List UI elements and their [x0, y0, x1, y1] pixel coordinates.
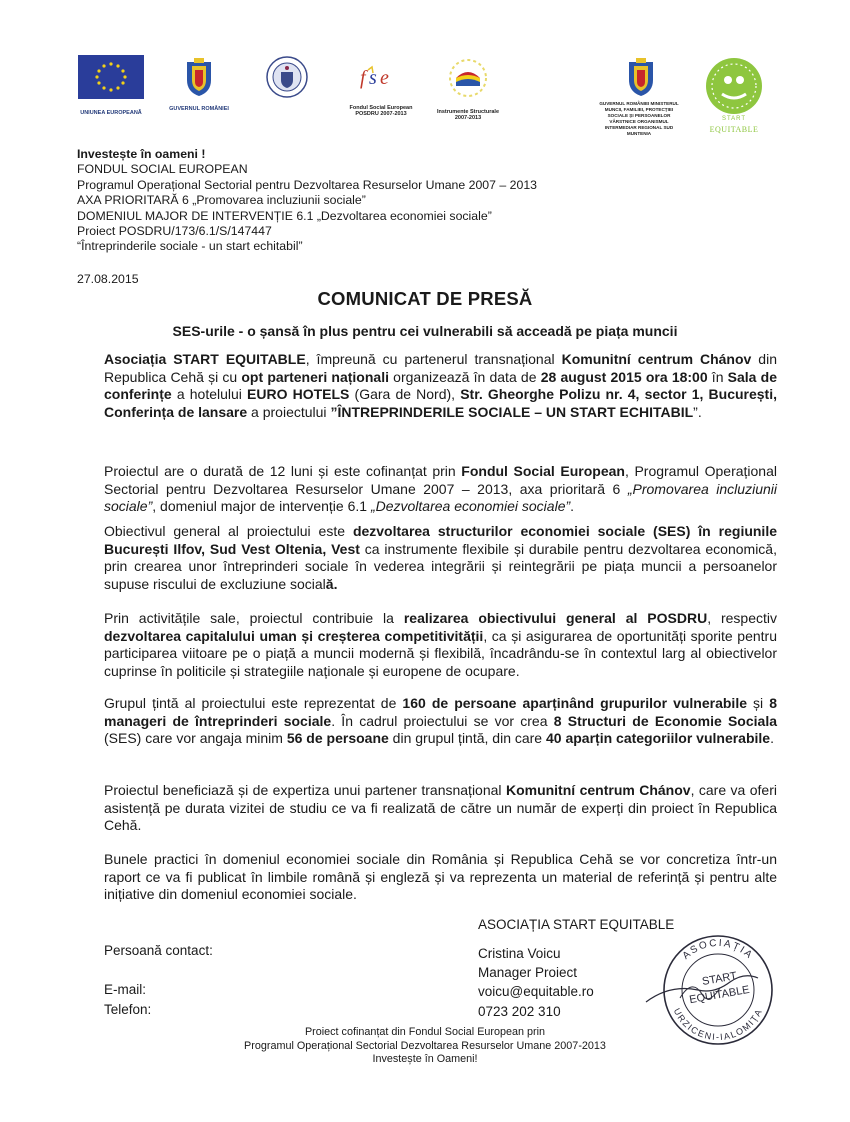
p5-text: . În cadrul proiectului se vor crea — [331, 712, 554, 729]
start-equitable-logo-icon — [704, 56, 764, 116]
svg-text:f: f — [360, 67, 366, 89]
paragraph-7: Bunele practici în domeniul economiei sociale din România și Republica Cehă se vor concretiza într-un raport ce va fi publicat în limbile română și engleză și va reprezenta un material de referință și pentru alte inițiative din domeniul economiei sociale. — [104, 851, 777, 903]
p2-text: . — [570, 498, 575, 515]
contact-label: Persoană contact: — [104, 943, 213, 958]
signature-organization: ASOCIAȚIA START EQUITABLE — [478, 917, 675, 932]
page-title: COMUNICAT DE PRESĂ — [317, 288, 533, 309]
p5-text: Grupul țintă al proiectului este reprezentat de — [104, 695, 403, 711]
p2-text: Proiectul are o durată de 12 luni și este cofinanțat prin — [104, 463, 462, 479]
is-caption-line1: Instrumente Structurale — [436, 109, 500, 115]
header-axis: AXA PRIORITARĂ 6 „Promovarea incluziunii sociale” — [77, 193, 366, 208]
p1-text: ”. — [693, 403, 702, 420]
contact-name: Cristina Voicu — [478, 946, 561, 961]
footer-line3: Investește în Oameni! — [372, 1053, 478, 1066]
ministry-caption: GUVERNUL ROMÂNIEI MINISTERUL MUNCII, FAMILIEI, PROTECȚIEI SOCIALE ȘI PERSOANELOR VÂRSTNICE ORGANISMUL INTERMEDIAR REGIONAL SUD MUNTENIA — [599, 101, 679, 136]
stamp-line2: EQUITABLE — [688, 983, 751, 1007]
p1-project-name: ”ÎNTREPRINDERILE SOCIALE – UN START ECHITABIL — [330, 403, 694, 420]
p5-text: și — [747, 695, 770, 711]
p5-text: din grupul țintă, din care — [388, 730, 546, 747]
contact-email-link[interactable]: voicu@equitable.ro — [478, 984, 594, 999]
p1-partner: Komunitní centrum Chánov — [561, 351, 752, 367]
romania-coat-of-arms-icon — [184, 58, 214, 98]
p2-fund: Fondul Social European — [461, 463, 625, 479]
svg-text:s: s — [369, 67, 377, 89]
p2-text: , domeniul major de intervenție 6.1 — [152, 498, 371, 515]
p1-national-partners: opt parteneri naționali — [241, 368, 389, 385]
p1-text: din Republica Cehă și cu — [104, 351, 777, 385]
p2-text: , Programul Operațional Sectorial pentru Dezvoltarea Resurselor Umane 2007 – 2013, axa prioritară 6 — [104, 463, 777, 497]
p5-text: (SES) care vor angaja minim — [104, 730, 287, 747]
stamp-top-text: ASOCIAȚIA — [680, 937, 756, 962]
fse-caption — [345, 105, 417, 118]
is-caption-line2: 2007-2013 — [454, 115, 482, 122]
paragraph-1 — [104, 351, 777, 421]
eu-logo — [78, 55, 144, 101]
p3-text: Obiectivul general al proiectului este — [104, 523, 353, 539]
p2-domain-name: „Dezvoltarea economiei sociale” — [370, 498, 571, 515]
contact-phone: 0723 202 310 — [478, 1004, 561, 1019]
header-project-code: Proiect POSDRU/173/6.1/S/147447 — [77, 224, 272, 239]
eu-caption: UNIUNEA EUROPEANĂ — [80, 110, 142, 116]
paragraph-4 — [104, 610, 777, 680]
gov-caption: GUVERNUL ROMÂNIEI — [169, 106, 229, 112]
p1-organizer: Asociația START EQUITABLE — [104, 351, 306, 367]
eu-flag-icon — [78, 55, 144, 101]
p1-room: Sala de conferințe — [104, 368, 777, 403]
p4-text: , respectiv — [707, 610, 777, 626]
p1-text: , împreună cu partenerul transnațional — [305, 351, 562, 367]
project-header — [77, 147, 537, 255]
p4-development: dezvoltarea capitalului uman și creșterea competitivității — [104, 627, 484, 644]
stamp-line1: START — [701, 970, 738, 988]
p1-hotel: EURO HOTELS — [247, 386, 350, 403]
p1-text: a hotelului — [171, 386, 248, 403]
p6-text: , care va oferi asistență pe durata vizitei de studiu ce va fi realizată de către un număr de experți din proiect în Republica Cehă. — [104, 782, 777, 834]
p3-objective: dezvoltarea structurilor economiei sociale (SES) în regiunile București Ilfov, Sud Vest Oltenia, Vest — [104, 523, 777, 557]
page-footer — [0, 1026, 850, 1067]
svg-text:ASOCIAȚIA — [681, 938, 756, 962]
header-slogan: Investește în oameni ! — [77, 147, 206, 161]
page-subtitle: SES-urile - o șansă în plus pentru cei vulnerabili să acceadă pe piața muncii — [172, 323, 678, 339]
p5-employees: 56 de persoane — [286, 730, 389, 747]
contact-role: Manager Proiect — [478, 965, 578, 980]
seal-logo-icon — [266, 56, 308, 98]
header-project-title: “Întreprinderile sociale - un start echitabil” — [77, 239, 303, 254]
instrumente-structurale-logo-icon — [446, 56, 490, 100]
p6-text: Proiectul beneficiază și de expertiza unui partener transnațional — [104, 782, 506, 798]
start-equitable-logo — [704, 56, 764, 138]
document-date: 27.08.2015 — [77, 272, 139, 286]
is-caption — [430, 109, 506, 122]
p3-text: ca instrumente flexibile și durabile pentru dezvoltarea economică, prin crearea unor întreprinderi sociale în vederea integrării și reintegrării pe piața muncii a persoanelor supuse riscului de excluziune social — [104, 540, 777, 592]
p1-text: în — [707, 368, 728, 385]
p5-vulnerable: 40 aparțin categoriilor vulnerabile — [546, 730, 771, 747]
p1-text: organizează în data de — [388, 368, 541, 385]
p4-text: , ca și asigurarea de oportunități sporite pentru participarea viitoare pe o piață a muncii modernă și flexibilă, încadrându-se în contextul larg al obiectivelor cuprinse în politicile și strategiile naționale și europene de ocupare. — [104, 627, 777, 679]
paragraph-3 — [104, 523, 777, 593]
start-logo-text-2: EQUITABLE — [709, 125, 759, 134]
p5-managers: 8 manageri de întreprinderi sociale — [104, 695, 778, 729]
p6-partner: Komunitní centrum Chánov — [505, 782, 691, 798]
p4-objective: realizarea obiectivului general al POSDRU — [403, 610, 708, 626]
footer-line2: Programul Operațional Sectorial Dezvoltarea Resurselor Umane 2007-2013 — [244, 1039, 606, 1052]
p5-text: . — [770, 730, 774, 747]
p3-text-end: ă. — [325, 575, 338, 592]
p1-event-date: 28 august 2015 ora 18:00 — [540, 368, 708, 385]
fse-logo-icon — [358, 64, 404, 92]
paragraph-5 — [104, 695, 777, 748]
p5-target-persons: 160 de persoane aparținând grupurilor vulnerabile — [402, 695, 747, 711]
phone-label: Telefon: — [104, 1002, 152, 1017]
p1-text: (Gara de Nord), — [349, 386, 461, 403]
header-domain: DOMENIUL MAJOR DE INTERVENȚIE 6.1 „Dezvoltarea economiei sociale” — [77, 208, 492, 223]
p1-text: a proiectului — [247, 403, 331, 420]
fse-caption-line1: Fondul Social European — [349, 105, 413, 111]
paragraph-6 — [104, 782, 777, 835]
paragraph-2 — [104, 463, 777, 516]
email-label: E-mail: — [104, 982, 147, 997]
svg-text:e: e — [380, 67, 389, 89]
ministry-coat-of-arms-icon — [626, 58, 656, 98]
header-fund: FONDUL SOCIAL EUROPEAN — [77, 162, 248, 177]
stamp-bottom-text: URZICENI-IALOMIȚA — [671, 1006, 765, 1043]
fse-caption-line2: POSDRU 2007-2013 — [355, 111, 407, 118]
header-program: Programul Operațional Sectorial pentru Dezvoltarea Resurselor Umane 2007 – 2013 — [77, 177, 538, 192]
p2-axis-name: „Promovarea incluziunii sociale” — [104, 480, 777, 515]
p1-address: Str. Gheorghe Polizu nr. 4, sector 1, București, Conferința de lansare — [104, 386, 777, 420]
footer-line1: Proiect cofinanțat din Fondul Social European prin — [304, 1026, 546, 1038]
start-logo-text-1: START — [721, 116, 747, 122]
p5-structures: 8 Structuri de Economie Sociala — [553, 712, 777, 729]
p4-text: Prin activitățile sale, proiectul contribuie la — [104, 610, 404, 626]
